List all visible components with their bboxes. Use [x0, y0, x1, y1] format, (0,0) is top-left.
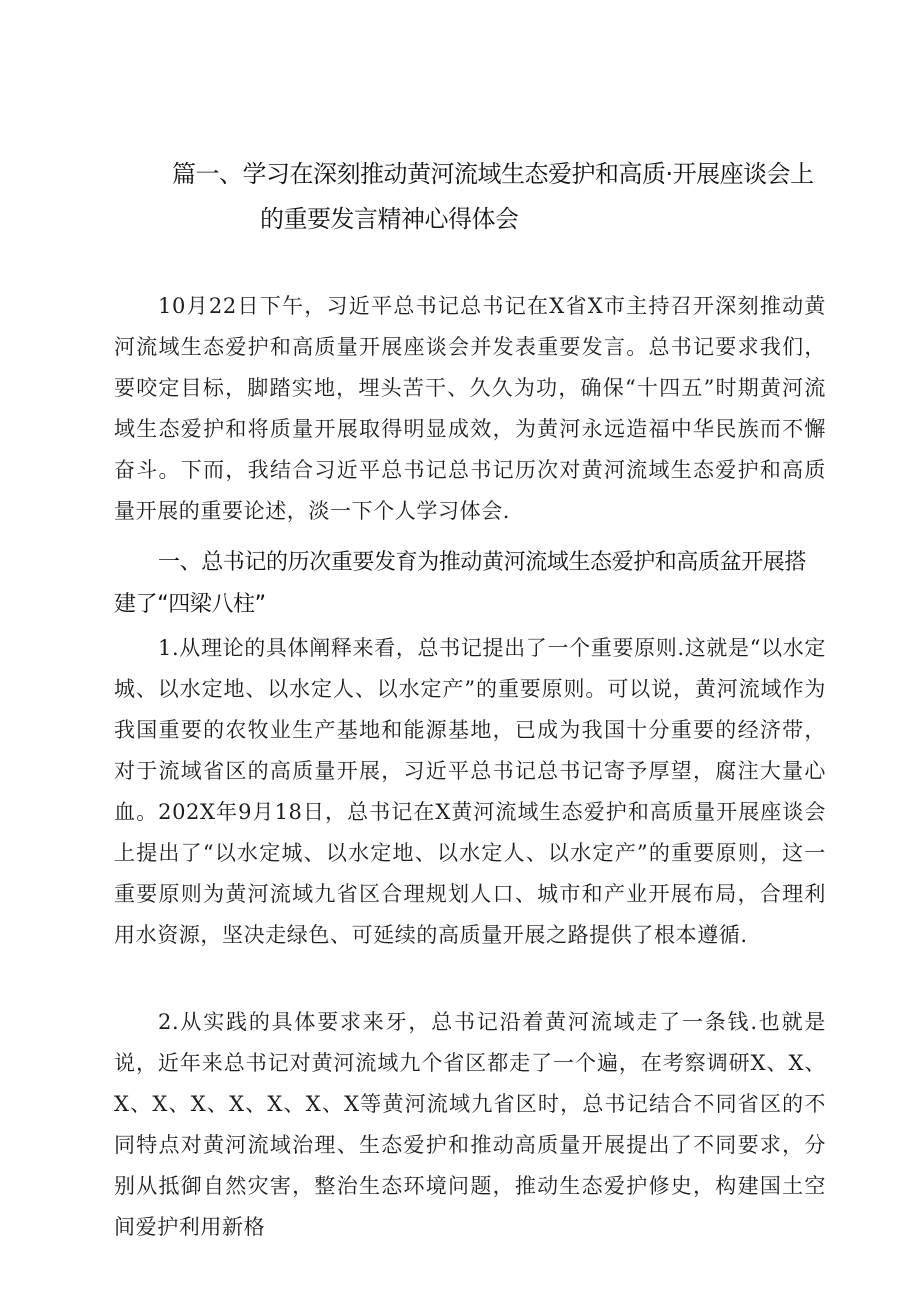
paragraph-1-text: 10月22日下午，习近平总书记总书记在X省X市主持召开深刻推动黄河流域生态爱护和高质量开展座谈会并发表重要发言。总书记要求我们，要咬定目标，脚踏实地，埋头苦干、久久为功，确保“十四五”时期黄河流域生态爱护和将质量开展取得明显成效，为黄河永远造福中华民族而不懈奋斗。下而，我结合习近平总书记总书记历次对黄河流域生态爱护和高质量开展的重要论述，淡一下个人学习体会. — [114, 294, 826, 523]
section-heading-1: 一、总书记的历次重要发育为推动黄河流域生态爱护和高质盆开展搭建了“四梁八柱” — [114, 550, 807, 617]
title-line-2: 的重要发言精神心得体会 — [260, 205, 519, 233]
paragraph-3-text: 2.从实践的具体要求来牙，总书记沿着黄河流域走了一条钱.也就是说，近年来总书记对黄河流域九个省区都走了一个遍，在考察调研X、X、X、X、X、X、X、X、X等黄河流域九省区时，总书记结合不同省区的不同特点对黄河流域治理、生态爱护和推动高质量开展提出了不同要求，分别从抵御自然灾害，整治生态环境问题，推动生态爱护修史，构建国土空间爱护利用新格 — [114, 1010, 826, 1239]
title-line-1: 篇一、学习在深刻推动黄河流域生态爱护和高质·开展座谈会上 — [172, 160, 814, 188]
document-title — [172, 152, 852, 242]
paragraph-2-text: 1.从理论的具体阐释来看，总书记提出了一个重要原则.这就是“以水定城、以水定地、以水定人、以水定产”的重要原则。可以说，黄河流域作为我国重要的农牧业生产基地和能源基地，已成为我国十分重要的经济带，对于流域省区的高质量开展，习近平总书记总书记寄予厚望，腐注大量心血。202X年9月18日，总书记在X黄河流域生态爱护和高质量开展座谈会上提出了“以水定城、以水定地、以水定人、以水定产”的重要原则，这一重要原则为黄河流域九省区合理规划人口、城市和产业开展布局，合理利用水资源，坚决走绿色、可延续的高质量开展之路提供了根本遵循. — [114, 636, 826, 947]
paragraph-intro — [114, 286, 826, 532]
paragraph-point-1 — [114, 628, 826, 956]
paragraph-point-2 — [114, 1002, 826, 1248]
